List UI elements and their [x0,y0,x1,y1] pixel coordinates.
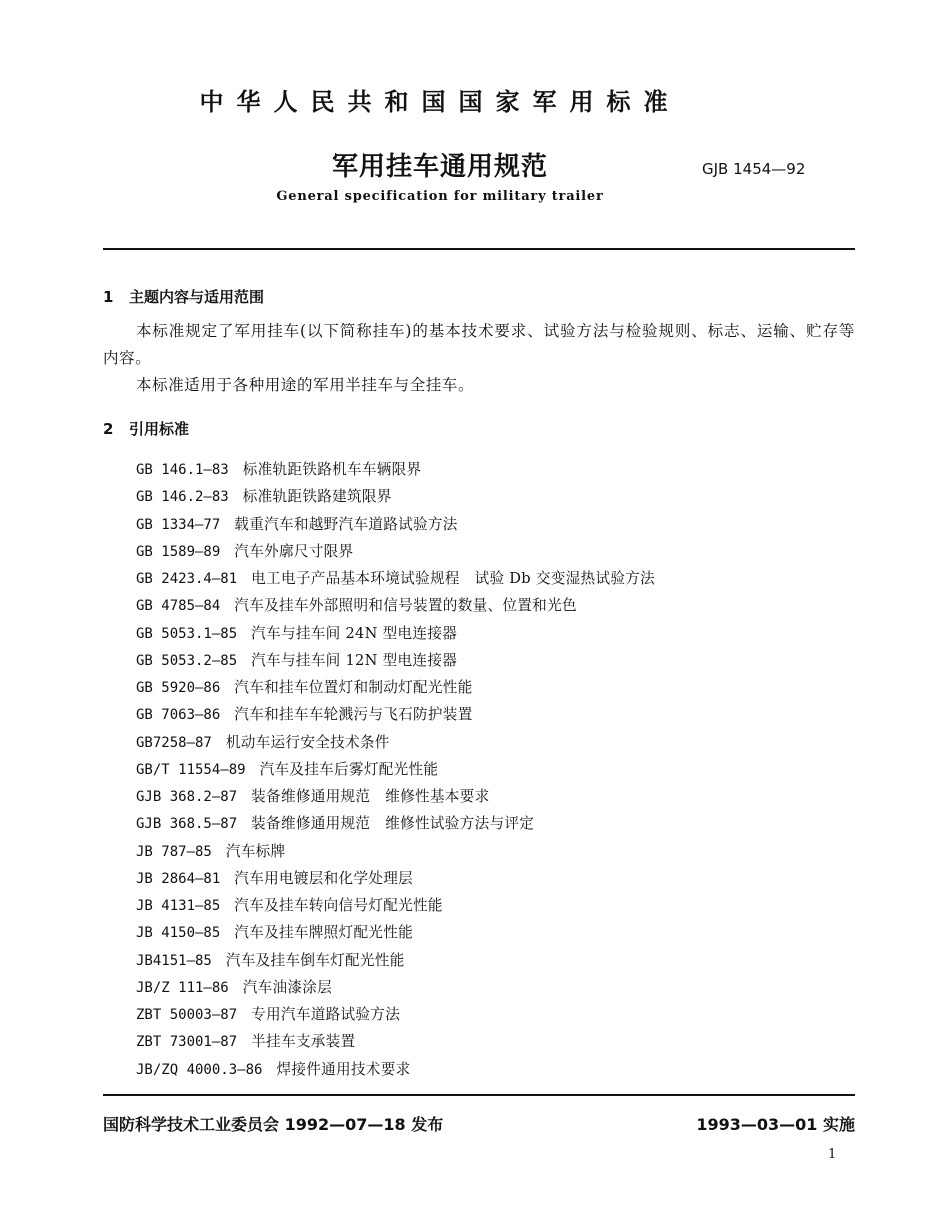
standard-code: GJB 1454—92 [702,160,806,178]
footer-divider [103,1094,855,1096]
reference-item [136,483,655,510]
reference-code: JB 2864—81 [136,870,221,887]
reference-item [136,647,655,674]
reference-item [136,810,655,837]
paragraph: 本标准适用于各种用途的军用半挂车与全挂车。 [136,376,475,394]
reference-item [136,565,655,592]
section-number: 1 [103,288,114,306]
reference-code: GB 146.2—83 [136,489,229,506]
reference-title: 汽车及挂车倒车灯配光性能 [225,951,405,969]
reference-code: GB 2423.4—81 [136,571,238,587]
reference-title: 汽车与挂车间 12N 型电连接器 [251,651,458,669]
reference-title: 汽车和挂车位置灯和制动灯配光性能 [234,679,473,696]
reference-title: 汽车油漆涂层 [242,978,333,996]
reference-item [136,1001,655,1028]
page-number: 1 [828,1147,837,1162]
reference-code: GB 7063—86 [136,707,221,724]
reference-code: JB/ZQ 4000.3—86 [136,1061,263,1078]
reference-code: ZBT 73001—87 [136,1034,238,1051]
paragraph: 本标准规定了军用挂车(以下简称挂车)的基本技术要求、试验方法与检验规则、标志、运输、贮存等内容。 [103,322,855,367]
reference-item [136,783,655,810]
reference-code: GB7258—87 [136,734,212,751]
reference-title: 装备维修通用规范 维修性基本要求 [251,788,490,805]
reference-item [136,947,655,974]
issuer-title: 中华人民共和国国家军用标准 [199,88,681,116]
reference-title: 汽车用电镀层和化学处理层 [234,869,414,887]
reference-title: 汽车与挂车间 24N 型电连接器 [251,624,458,642]
reference-item [136,456,655,483]
reference-item [136,1028,655,1055]
reference-title: 装备维修通用规范 维修性试验方法与评定 [251,815,535,833]
reference-code: GB 4785—84 [136,598,221,615]
reference-title: 半挂车支承装置 [251,1033,356,1051]
reference-code: GB 5053.1—85 [136,625,238,642]
reference-item [136,892,655,919]
reference-title: 汽车及挂车后雾灯配光性能 [259,760,439,778]
issue-statement: 国防科学技术工业委员会 1992—07—18 发布 [103,1115,444,1134]
reference-item [136,511,655,538]
section-title: 主题内容与适用范围 [129,288,265,306]
reference-code: JB 4150—85 [136,925,221,942]
reference-title: 汽车及挂车外部照明和信号装置的数量、位置和光色 [234,597,577,615]
reference-code: ZBT 50003—87 [136,1007,238,1023]
reference-code: JB 4131—85 [136,898,221,914]
reference-title: 汽车及挂车牌照灯配光性能 [234,924,414,942]
reference-title: 汽车标牌 [225,842,286,860]
reference-item [136,538,655,565]
reference-code: JB 787—85 [136,843,212,860]
reference-title: 载重汽车和越野汽车道路试验方法 [234,515,458,533]
reference-code: GJB 368.5—87 [136,816,238,833]
reference-item [136,974,655,1001]
reference-title: 标准轨距铁路建筑限界 [242,488,392,506]
reference-title: 专用汽车道路试验方法 [251,1006,401,1023]
reference-title: 焊接件通用技术要求 [276,1060,411,1078]
document-title: 军用挂车通用规范 [331,152,548,182]
reference-title: 汽车和挂车车轮溅污与飞石防护装置 [234,706,473,724]
reference-item [136,592,655,619]
section-number: 2 [103,420,114,438]
reference-code: JB4151—85 [136,952,212,969]
reference-code: GB 1334—77 [136,516,221,533]
section-heading [103,418,189,439]
reference-item [136,674,655,701]
reference-code: GB 5920—86 [136,680,221,696]
reference-title: 电工电子产品基本环境试验规程 试验 Db 交变湿热试验方法 [251,570,656,587]
reference-title: 汽车及挂车转向信号灯配光性能 [234,897,443,914]
reference-code: GB 146.1—83 [136,462,229,478]
reference-item [136,729,655,756]
reference-item [136,620,655,647]
reference-code: GB 5053.2—85 [136,652,238,669]
reference-item [136,838,655,865]
header-divider [103,248,855,250]
reference-list [136,456,655,1083]
reference-code: GB/T 11554—89 [136,761,246,778]
reference-title: 标准轨距铁路机车车辆限界 [242,461,422,478]
section-title: 引用标准 [129,420,190,438]
reference-item [136,701,655,728]
reference-code: GJB 368.2—87 [136,789,238,805]
reference-item [136,756,655,783]
reference-code: GB 1589—89 [136,543,221,560]
reference-title: 汽车外廓尺寸限界 [234,542,354,560]
reference-code: JB/Z 111—86 [136,979,229,996]
effective-date: 1993—03—01 实施 [696,1115,855,1134]
reference-item [136,1056,655,1083]
english-title: General specification for military trailer [276,189,604,204]
section-heading [103,286,264,307]
reference-item [136,919,655,946]
reference-item [136,865,655,892]
reference-title: 机动车运行安全技术条件 [225,733,390,751]
